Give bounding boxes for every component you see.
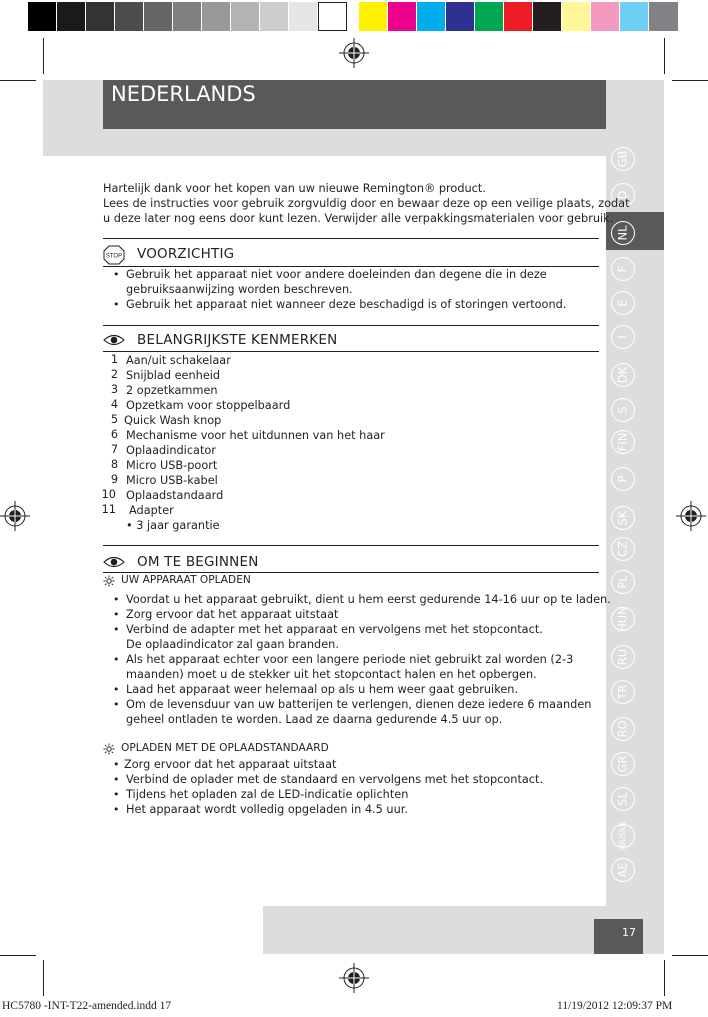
bullet: •	[113, 298, 120, 311]
language-tab-ro[interactable]	[611, 717, 635, 741]
color-swatch	[359, 2, 388, 31]
stand-step: Verbind de oplader met de standaard en vervolgens met het stopcontact.	[126, 773, 544, 786]
color-swatch	[620, 2, 649, 31]
registration-mark-icon	[339, 38, 369, 68]
feature-number: 6	[110, 428, 118, 441]
bullet: •	[113, 788, 120, 801]
feature-item: Oplaadindicator	[126, 444, 216, 457]
language-tab-label: GB	[615, 150, 630, 168]
charging-step: Verbind de adapter met het apparaat en vervolgens met het stopcontact.	[126, 623, 543, 636]
charging-step: Voordat u het apparaat gebruikt, dient u hem eerst gedurende 14-16 uur op te laden.	[126, 593, 611, 606]
feature-number: 11	[101, 503, 116, 516]
feature-item: Micro USB-kabel	[126, 474, 218, 487]
color-swatch	[289, 2, 318, 31]
language-tab-pl[interactable]	[611, 570, 635, 594]
crop-mark	[0, 955, 36, 956]
language-tab-label: PL	[615, 575, 630, 589]
sun-icon	[103, 743, 115, 755]
bullet: •	[113, 623, 120, 636]
language-tab-label: SL	[615, 792, 630, 806]
subheading: OPLADEN MET DE OPLAADSTANDAARD	[121, 742, 329, 754]
feature-number: 7	[110, 443, 118, 456]
feature-item: Opzetkam voor stoppelbaard	[126, 399, 291, 412]
color-swatch	[86, 2, 115, 31]
registration-mark-icon	[676, 501, 706, 531]
language-tab-f[interactable]	[611, 257, 635, 281]
language-tab-e[interactable]	[611, 291, 635, 315]
language-tab-hun[interactable]	[611, 607, 635, 631]
charging-step: geheel ontladen te worden. Laad ze daarna gedurende 4.5 uur op.	[126, 713, 503, 726]
feature-item: Snijblad eenheid	[126, 369, 221, 382]
section-rule	[103, 238, 599, 239]
gray-swatch-bar	[28, 2, 347, 31]
language-tab-label: NL	[615, 225, 630, 241]
feature-item: 2 opzetkammen	[126, 384, 218, 397]
color-swatch	[231, 2, 260, 31]
section-heading: VOORZICHTIG	[137, 246, 235, 262]
language-tab-label: SK	[615, 510, 630, 526]
color-swatch	[28, 2, 57, 31]
language-tab-fin[interactable]	[611, 430, 635, 454]
section-heading: BELANGRIJKSTE KENMERKEN	[137, 332, 338, 348]
section-rule	[103, 572, 599, 573]
bullet: •	[113, 268, 120, 281]
color-swatch	[446, 2, 475, 31]
warranty-note: • 3 jaar garantie	[126, 519, 220, 532]
page-title: NEDERLANDS	[111, 82, 256, 106]
color-swatch	[318, 2, 347, 31]
charging-step: Om de levensduur van uw batterijen te verlengen, dienen deze iedere 6 maanden	[126, 698, 592, 711]
subheading: UW APPARAAT OPLADEN	[121, 574, 251, 586]
intro-line: Lees de instructies voor gebruik zorgvuldig door en bewaar deze op een veilige plaats, zodat	[103, 197, 630, 210]
stand-step: Het apparaat wordt volledig opgeladen in 4.5 uur.	[126, 803, 408, 816]
bullet: •	[113, 683, 120, 696]
language-tab-sk[interactable]	[611, 506, 635, 530]
language-tab-label: FIN	[615, 432, 630, 452]
crop-mark	[672, 955, 708, 956]
language-tab-label: D	[615, 190, 630, 200]
bullet: •	[113, 758, 120, 771]
color-swatch	[649, 2, 678, 31]
stop-icon-label: STOP	[105, 253, 123, 260]
stand-step: Zorg ervoor dat het apparaat uitstaat	[124, 758, 337, 771]
eye-icon	[103, 554, 125, 570]
language-tab-label: AE	[615, 862, 630, 878]
color-swatch	[533, 2, 562, 31]
crop-mark	[0, 80, 36, 81]
language-tab-p[interactable]	[611, 467, 635, 491]
footer-file-name: HC5780 -INT-T22-amended.indd 17	[2, 1000, 172, 1012]
language-tab-label: DK	[615, 366, 630, 384]
color-swatch	[202, 2, 231, 31]
bullet: •	[113, 608, 120, 621]
language-tab-label: P	[615, 475, 630, 483]
language-tab-label: GR	[615, 755, 630, 773]
feature-item: Micro USB-poort	[126, 459, 218, 472]
language-tab-label: HR/SRB	[618, 821, 628, 851]
feature-number: 1	[110, 353, 118, 366]
color-swatch-bar	[359, 2, 678, 31]
language-tab-ru[interactable]	[611, 645, 635, 669]
bullet: •	[113, 803, 120, 816]
section-rule	[103, 545, 599, 546]
color-swatch	[144, 2, 173, 31]
color-swatch	[57, 2, 86, 31]
sun-icon	[103, 575, 115, 587]
feature-number: 5	[110, 413, 118, 426]
color-swatch	[115, 2, 144, 31]
stop-icon	[103, 245, 125, 265]
section-rule	[103, 351, 599, 352]
language-tab-label: CZ	[615, 541, 630, 557]
bullet: •	[113, 773, 120, 786]
charging-step: maanden) moet u de stekker uit het stopcontact halen en het opbergen.	[126, 668, 537, 681]
feature-item: Aan/uit schakelaar	[126, 354, 231, 367]
registration-mark-icon	[339, 963, 369, 993]
language-tab-nl[interactable]	[611, 221, 635, 245]
crop-mark	[43, 38, 44, 74]
language-tab-label: RO	[615, 720, 630, 738]
eye-icon	[103, 332, 125, 348]
feature-number: 8	[110, 458, 118, 471]
crop-mark	[664, 38, 665, 74]
footer-timestamp: 11/19/2012 12:09:37 PM	[557, 1000, 673, 1012]
feature-item: Mechanisme voor het uitdunnen van het haar	[126, 429, 385, 442]
color-swatch	[173, 2, 202, 31]
language-tab-cz[interactable]	[611, 537, 635, 561]
caution-item: gebruiksaanwijzing worden beschreven.	[126, 283, 353, 296]
language-tab-ae[interactable]	[611, 858, 635, 882]
caution-item: Gebruik het apparaat niet wanneer deze beschadigd is of storingen vertoond.	[126, 298, 567, 311]
color-swatch	[260, 2, 289, 31]
feature-number: 9	[110, 473, 118, 486]
color-swatch	[504, 2, 533, 31]
feature-number: 3	[110, 383, 118, 396]
crop-mark	[43, 960, 44, 996]
language-tab-label: F	[615, 265, 630, 273]
color-swatch	[562, 2, 591, 31]
language-tab-label: S	[615, 406, 630, 414]
feature-number: 10	[101, 488, 116, 501]
language-tab-tr[interactable]	[611, 680, 635, 704]
intro-line: u deze later nog eens door kunt lezen. Verwijder alle verpakkingsmaterialen voor gebruik.	[103, 212, 614, 225]
language-tab-gb[interactable]	[611, 147, 635, 171]
registration-mark-icon	[0, 501, 30, 531]
caution-item: Gebruik het apparaat niet voor andere doeleinden dan degene die in deze	[126, 268, 547, 281]
crop-mark	[672, 80, 708, 81]
charging-step: Zorg ervoor dat het apparaat uitstaat	[126, 608, 339, 621]
language-tab-sl[interactable]	[611, 787, 635, 811]
charging-step: Als het apparaat echter voor een langere periode niet gebruikt zal worden (2-3	[126, 653, 574, 666]
feature-item: Adapter	[129, 504, 174, 517]
section-rule	[103, 325, 599, 326]
stand-step: Tijdens het opladen zal de LED-indicatie oplichten	[126, 788, 409, 801]
language-tab-s[interactable]	[611, 398, 635, 422]
color-swatch	[417, 2, 446, 31]
language-tab-hr-srb[interactable]	[611, 821, 635, 851]
bullet: •	[113, 653, 120, 666]
language-tab-label: I	[615, 335, 630, 339]
section-heading: OM TE BEGINNEN	[137, 554, 259, 570]
language-tab-dk[interactable]	[611, 363, 635, 387]
color-swatch	[475, 2, 504, 31]
bullet: •	[113, 698, 120, 711]
page-number: 17	[622, 926, 636, 939]
feature-number: 4	[110, 398, 118, 411]
feature-item: Oplaadstandaard	[126, 489, 224, 502]
crop-mark	[664, 960, 665, 996]
charging-step: De oplaadindicator zal gaan branden.	[126, 638, 339, 651]
language-tab-label: TR	[615, 684, 630, 700]
color-swatch	[591, 2, 620, 31]
bullet: •	[113, 593, 120, 606]
language-tab-label: HUN	[615, 606, 630, 632]
language-tab-gr[interactable]	[611, 752, 635, 776]
color-swatch	[388, 2, 417, 31]
feature-number: 2	[110, 368, 118, 381]
language-tab-label: RU	[615, 648, 630, 666]
charging-step: Laad het apparaat weer helemaal op als u hem weer gaat gebruiken.	[126, 683, 519, 696]
intro-line: Hartelijk dank voor het kopen van uw nieuwe Remington® product.	[103, 182, 486, 195]
language-tab-label: E	[615, 299, 630, 307]
language-tab-i[interactable]	[611, 325, 635, 349]
feature-item: Quick Wash knop	[124, 414, 222, 427]
